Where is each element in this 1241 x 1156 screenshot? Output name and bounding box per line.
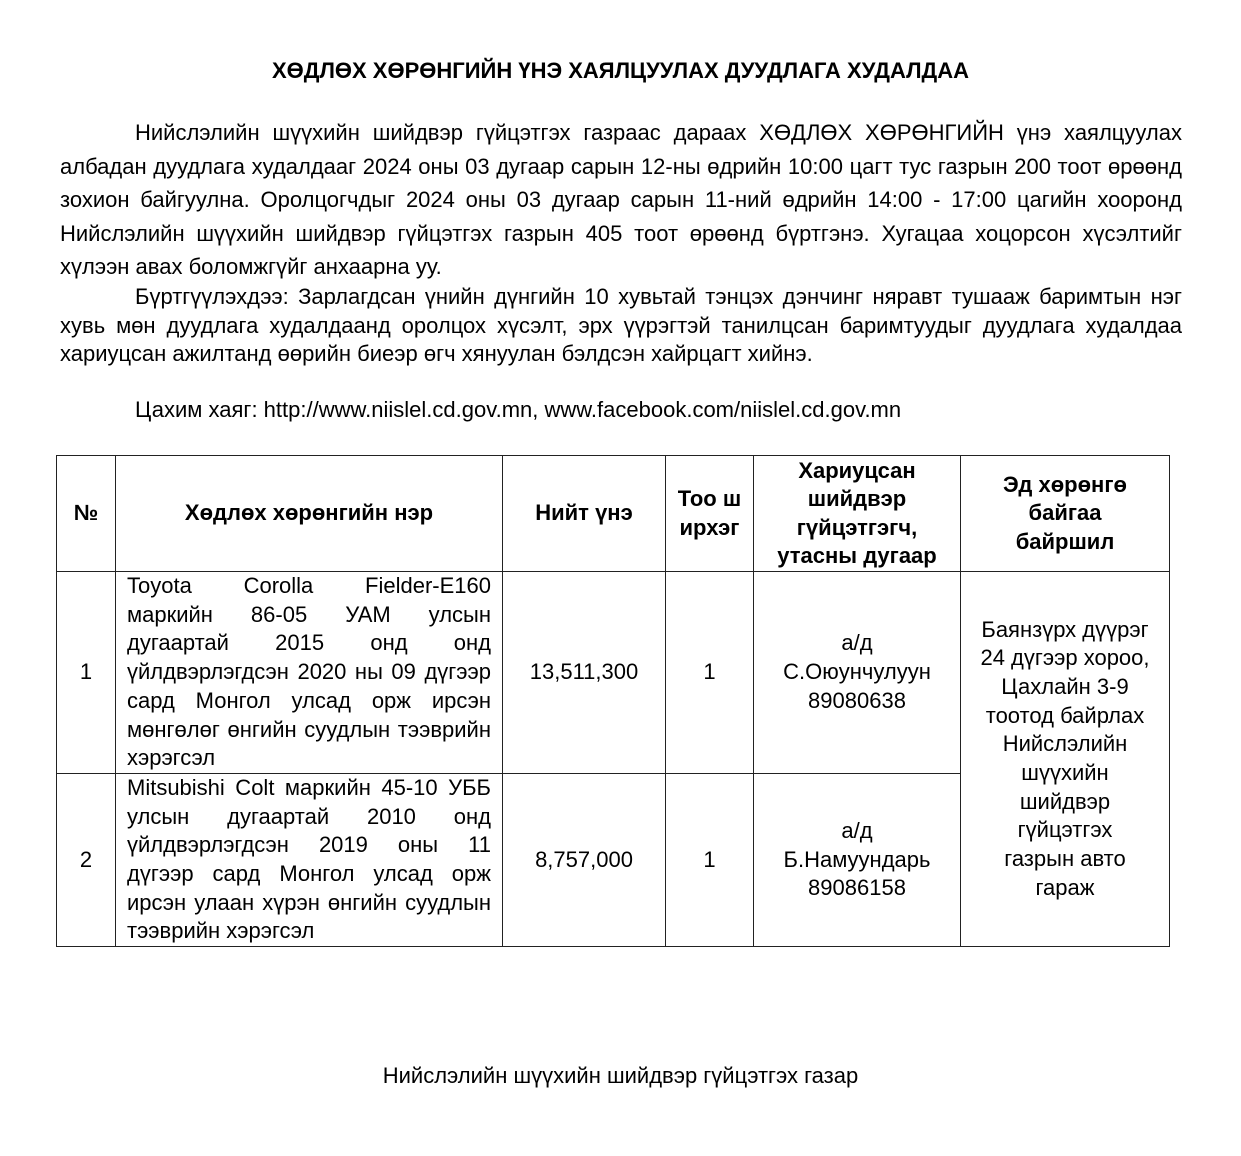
header-quantity-label: Тоо ширхэг <box>677 486 742 540</box>
website-paragraph-block <box>60 396 1182 425</box>
row-asset-name: Toyota Corolla Fielder-E160 маркийн 86-05 УАМ улсын дугаартай 2015 онд онд үйлдвэрлэгдсэн 2020 ны 09 дүгээр сард Монгол улсад орж ирсэн мөнгөлөг өнгийн суудлын тээврийн хэрэгсэл <box>116 572 503 774</box>
registration-paragraph-block <box>60 283 1182 369</box>
row-price: 8,757,000 <box>503 773 666 946</box>
asset-location <box>961 572 1170 947</box>
document-title: ХӨДЛӨХ ХӨРӨНГИЙН ҮНЭ ХАЯЛЦУУЛАХ ДУУДЛАГА ХУДАЛДАА <box>272 58 969 83</box>
asset-location-text: Баянзүрх дүүрэг 24 дүгээр хороо, Цахлайн 3-9 тоотод байрлах Нийслэлийн шүүхийн шийдвэр гүйцэтгэх газрын авто гараж <box>980 616 1150 900</box>
officer-phone: 89080638 <box>808 687 906 713</box>
table-row <box>57 572 1170 774</box>
header-no: № <box>57 456 116 572</box>
row-asset-name: Mitsubishi Colt маркийн 45-10 УББ улсын дугаартай 2010 онд үйлдвэрлэгдсэн 2019 оны 11 дүгээр сард Монгол улсад орж ирсэн улаан хүрэн өнгийн суудлын тээврийн хэрэгсэл <box>116 773 503 946</box>
header-officer: Хариуцсан шийдвэр гүйцэтгэгч, утасны дугаар <box>754 456 961 572</box>
registration-paragraph: Бүртгүүлэхдээ: Зарлагдсан үнийн дүнгийн 10 хувьтай тэнцэх дэнчинг няравт тушааж баримтын нэг хувь мөн дуудлага худалдаанд оролцох хүсэлт, эрх үүрэгтэй танилцсан баримтуудыг дуудлага худалдаа хариуцсан ажилтанд өөрийн биеэр өгч хянуулан бэлдсэн хайрцагт хийнэ. <box>60 284 1182 366</box>
footer-organization: Нийслэлийн шүүхийн шийдвэр гүйцэтгэх газар <box>382 1063 859 1088</box>
officer-phone: 89086158 <box>808 875 906 901</box>
website-paragraph: Цахим хаяг: http://www.niislel.cd.gov.mn, www.facebook.com/niislel.cd.gov.mn <box>135 397 902 422</box>
header-location-label: Эд хөрөнгө байгаа байршил <box>1003 471 1127 554</box>
header-asset-name: Хөдлөх хөрөнгийн нэр <box>116 456 503 572</box>
row-price: 13,511,300 <box>503 572 666 774</box>
table-header-row <box>57 456 1170 572</box>
row-no: 2 <box>57 773 116 946</box>
row-quantity: 1 <box>666 773 754 946</box>
auction-table <box>56 455 1170 947</box>
row-officer <box>754 572 961 774</box>
officer-name: С.Оюунчулуун <box>783 659 931 685</box>
officer-title: а/д <box>841 630 873 656</box>
row-no: 1 <box>57 572 116 774</box>
header-location <box>961 456 1170 572</box>
header-total-price: Нийт үнэ <box>503 456 666 572</box>
intro-paragraph: Нийслэлийн шүүхийн шийдвэр гүйцэтгэх газраас дараах ХӨДЛӨХ ХӨРӨНГИЙН үнэ хаялцуулах албадан дуудлага худалдааг 2024 оны 03 дугаар сарын 12-ны өдрийн 10:00 цагт тус газрын 200 тоот өрөөнд зохион байгуулна. Оролцогчдыг 2024 оны 03 дугаар сарын 11-ний өдрийн 14:00 - 17:00 цагийн хооронд Нийслэлийн шүүхийн шийдвэр гүйцэтгэх газрын 405 тоот өрөөнд бүртгэнэ. Хугацаа хоцорсон хүсэлтийг хүлээн авах боломжгүйг анхаарна уу. <box>60 120 1182 279</box>
intro-paragraph-block <box>60 116 1182 284</box>
header-quantity <box>666 456 754 572</box>
row-officer <box>754 773 961 946</box>
officer-name: Б.Намуундарь <box>783 846 931 872</box>
row-quantity: 1 <box>666 572 754 774</box>
officer-title: а/д <box>841 817 873 843</box>
